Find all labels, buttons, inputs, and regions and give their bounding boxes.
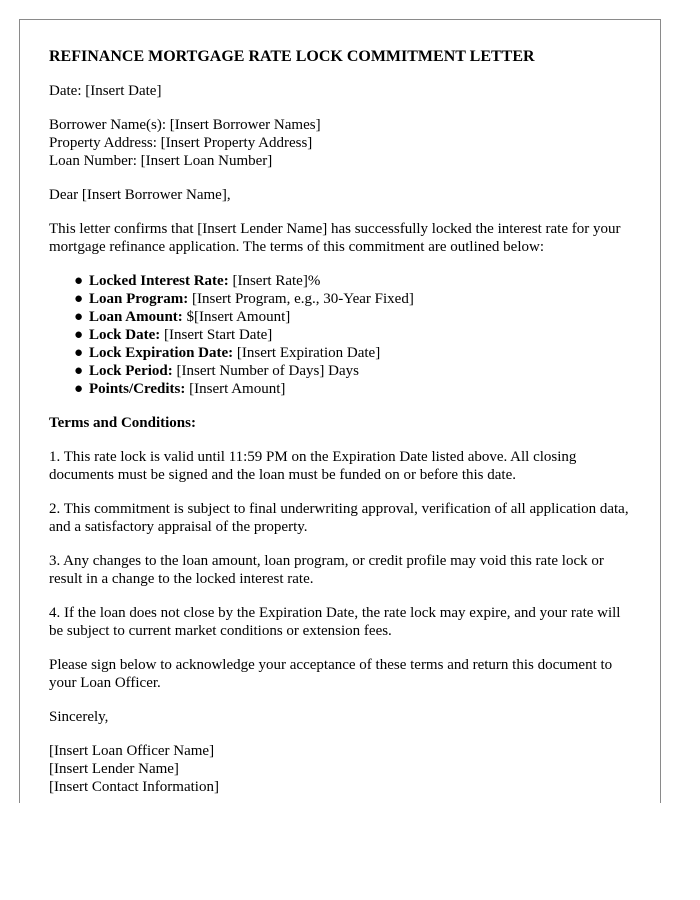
- term-label: Loan Program:: [89, 291, 189, 307]
- term-label: Lock Period:: [89, 363, 173, 379]
- conditions-heading: Terms and Conditions:: [49, 415, 196, 431]
- letter-document: [19, 19, 661, 803]
- bullet-icon: ●: [74, 291, 84, 307]
- borrower-names-line: Borrower Name(s): [Insert Borrower Names]: [49, 117, 321, 133]
- contact-information: [Insert Contact Information]: [49, 779, 219, 795]
- sign-off: Sincerely,: [49, 709, 109, 725]
- list-item: [74, 380, 631, 398]
- letter-title: REFINANCE MORTGAGE RATE LOCK COMMITMENT LETTER: [49, 48, 535, 65]
- term-value: [Insert Amount]: [185, 381, 286, 397]
- intro-paragraph: This letter confirms that [Insert Lender Name] has successfully locked the interest rate for your mortgage refinance application. The terms of this commitment are outlined below:: [49, 221, 621, 255]
- list-item: [74, 362, 631, 380]
- bullet-icon: ●: [74, 273, 84, 289]
- borrower-info: [49, 116, 631, 170]
- loan-number-line: Loan Number: [Insert Loan Number]: [49, 153, 273, 169]
- term-label: Points/Credits:: [89, 381, 186, 397]
- term-label: Lock Date:: [89, 327, 161, 343]
- term-value: $[Insert Amount]: [182, 309, 291, 325]
- condition-paragraph: 3. Any changes to the loan amount, loan program, or credit profile may void this rate lock or result in a change to the locked interest rate.: [49, 553, 604, 587]
- condition-paragraph: 1. This rate lock is valid until 11:59 PM on the Expiration Date listed above. All closing documents must be signed and the loan must be funded on or before this date.: [49, 449, 577, 483]
- bullet-icon: ●: [74, 363, 84, 379]
- condition-paragraph: 4. If the loan does not close by the Expiration Date, the rate lock may expire, and your rate will be subject to current market conditions or extension fees.: [49, 605, 621, 639]
- term-value: [Insert Program, e.g., 30-Year Fixed]: [188, 291, 414, 307]
- bullet-icon: ●: [74, 345, 84, 361]
- term-label: Lock Expiration Date:: [89, 345, 234, 361]
- list-item: [74, 308, 631, 326]
- list-item: [74, 344, 631, 362]
- closing-instruction: Please sign below to acknowledge your acceptance of these terms and return this document to your Loan Officer.: [49, 657, 613, 691]
- date-line: Date: [Insert Date]: [49, 83, 162, 99]
- salutation: Dear [Insert Borrower Name],: [49, 187, 231, 203]
- term-value: [Insert Start Date]: [160, 327, 273, 343]
- list-item: [74, 326, 631, 344]
- signature-block: [49, 742, 631, 796]
- list-item: [74, 290, 631, 308]
- term-value: [Insert Number of Days] Days: [172, 363, 359, 379]
- term-label: Locked Interest Rate:: [89, 273, 229, 289]
- property-address-line: Property Address: [Insert Property Address]: [49, 135, 313, 151]
- loan-officer-name: [Insert Loan Officer Name]: [49, 743, 215, 759]
- rate-lock-terms-list: [49, 272, 631, 398]
- bullet-icon: ●: [74, 309, 84, 325]
- lender-name: [Insert Lender Name]: [49, 761, 179, 777]
- term-value: [Insert Expiration Date]: [233, 345, 381, 361]
- bullet-icon: ●: [74, 327, 84, 343]
- list-item: [74, 272, 631, 290]
- term-value: [Insert Rate]%: [228, 273, 321, 289]
- condition-paragraph: 2. This commitment is subject to final underwriting approval, verification of all application data, and a satisfactory appraisal of the property.: [49, 501, 629, 535]
- bullet-icon: ●: [74, 381, 84, 397]
- term-label: Loan Amount:: [89, 309, 183, 325]
